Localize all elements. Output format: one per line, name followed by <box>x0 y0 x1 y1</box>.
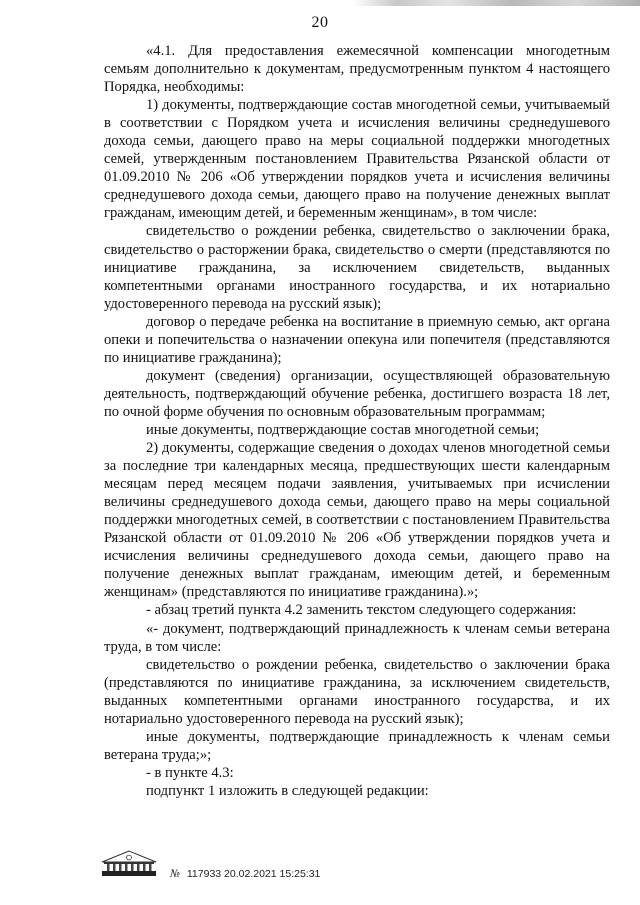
paragraph-4-1: «4.1. Для предоставления ежемесячной компенсации многодетным семьям дополнительно к документам, предусмотренным пунктом 4 настоящего Порядка, необходимы: <box>104 43 610 96</box>
number-sign: № <box>170 868 180 880</box>
paragraph-veteran-other-documents: иные документы, подтверждающие принадлежность к членам семьи ветерана труда;»; <box>104 728 610 763</box>
paragraph-other-documents: иные документы, подтверждающие состав многодетной семьи; <box>146 421 540 438</box>
paragraph-in-point-4-3: - в пункте 4.3: <box>146 764 234 781</box>
paragraph-subpoint-1: подпункт 1 изложить в следующей редакции: <box>146 782 429 799</box>
paragraph-veteran-document: «- документ, подтверждающий принадлежность к членам семьи ветерана труда, в том числе: <box>104 620 610 655</box>
document-footer <box>100 848 400 888</box>
document-datetime: 20.02.2021 15:25:31 <box>224 868 321 880</box>
page-number: 20 <box>311 14 329 31</box>
scan-edge-shadow <box>0 0 640 6</box>
paragraph-item-2: 2) документы, содержащие сведения о доходах членов многодетной семьи за последние три календарных месяца, предшествующих шести календарным месяцам перед месяцем подачи заявления, учитываемых при исчислении величины среднедушевого дохода семьи, дающего право на меры социальной поддержки многодетных семей, в соответствии с постановлением Правительства Рязанской области от 01.09.2010 № 206 «Об утверждении порядков учета и исчисления величины среднедушевого дохода семьи, дающего право на получение денежных выплат гражданам, имеющим детей, и беременным женщинам» (представляются по инициативе гражданина).»; <box>104 440 610 601</box>
paragraph-foster-agreement: договор о передаче ребенка на воспитание в приемную семью, акт органа опеки и попечительства о назначении опекуна или попечителя (представляются по инициативе гражданина); <box>104 313 610 366</box>
paragraph-education-document: документ (сведения) организации, осуществляющей образовательную деятельность, подтверждающий обучение ребенка, достигшего возраста 18 лет, по очной форме обучения по основным образовательным программам; <box>104 367 610 420</box>
document-body <box>104 42 610 800</box>
paragraph-birth-marriage-certificates: свидетельство о рождении ребенка, свидетельство о заключении брака (представляются по инициативе гражданина, за исключением свидетельств, выданных компетентными органами иностранного государства, и их нотариально удостоверенного перевода на русский язык); <box>104 656 610 727</box>
document-registration-stamp <box>170 868 320 880</box>
government-building-stamp-icon <box>100 848 158 876</box>
paragraph-item-1: 1) документы, подтверждающие состав многодетной семьи, учитываемый в соответствии с Порядком учета и исчисления величины среднедушевого дохода семьи, дающего право на меры социальной поддержки многодетных семей, утвержденным постановлением Правительства Рязанской области от 01.09.2010 № 206 «Об утверждении порядков учета и исчисления величины среднедушевого дохода семьи, дающего право на получение денежных выплат гражданам, имеющим детей, и беременным женщинам», в том числе: <box>104 97 610 222</box>
paragraph-amend-4-2: - абзац третий пункта 4.2 заменить текстом следующего содержания: <box>146 602 577 619</box>
paragraph-certificates: свидетельство о рождении ребенка, свидетельство о заключении брака, свидетельство о расторжении брака, свидетельство о смерти (представляются по инициативе гражданина, за исключением свидетельств, выданных компетентными органами иностранного государства, и их нотариально удостоверенного перевода на русский язык); <box>104 223 610 312</box>
document-number: 117933 <box>186 868 222 880</box>
